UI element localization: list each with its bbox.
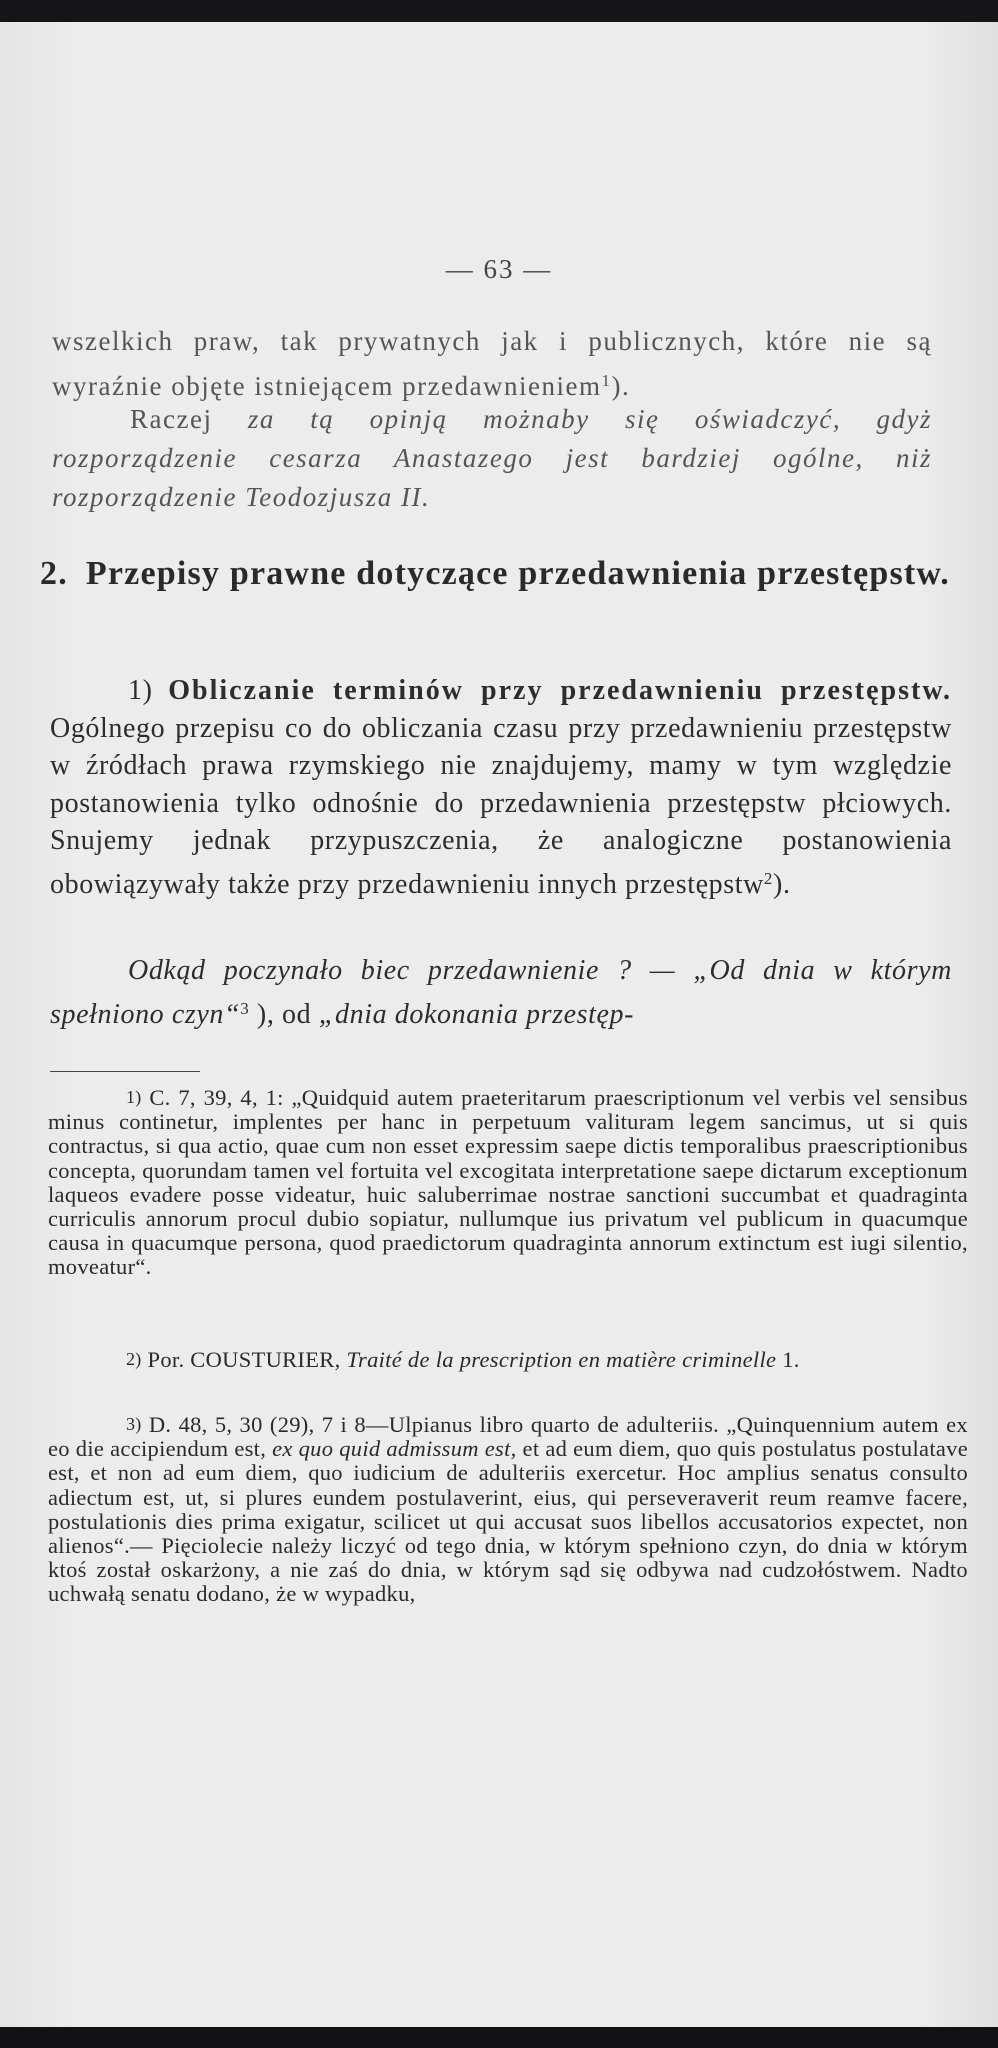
opinion-italic: za tą opinją możnaby się oświadczyć, gdyż rozporządzenie cesarza Anastazego jest bardziej ogólne, niż rozporządzenie Teodozjusza II.: [52, 404, 932, 512]
footnote-1-mark: 1): [126, 1087, 142, 1107]
book-page: [0, 22, 998, 2027]
opinion-paragraph: [52, 400, 932, 517]
footnote-ref-1: 1: [601, 371, 612, 390]
footnote-3-text-2: et ad eum diem, quo quis postulatus postulatave est, et non ad eum diem, quo iudicium de adulteriis exercetur. Hoc amplius senatus consulto adiectum est, ut, si plures eundem postulaverint, eius, qui perseveraverit reum reamve facere, postulationis dies prima exigatur, scilicet ut qui accusat suos libellos accusatorios expectet, non alienos“.— Pięciolecie należy liczyć od tego dnia, w którym spełniono czyn, do dnia w którym ktoś został oskarżony, a nie zaś do dnia, w którym sąd się odbywa nad cudzołóstwem. Nadto uchwałą senatu dodano, że w wypadku,: [48, 1436, 968, 1607]
footnote-2-italic: Traité de la prescription en matière criminelle: [346, 1347, 777, 1372]
footnote-3-mark: 3): [126, 1414, 142, 1434]
footnote-divider: [50, 1071, 200, 1072]
top-dark-border: [0, 0, 998, 22]
footnote-3-text-1: D. 48, 5, 30 (29), 7 i 8—Ulpianus libro quarto de adulteriis. „Quinquennium autem ex eo die accipiendum est,: [48, 1412, 968, 1462]
opinion-start: Raczej: [130, 404, 213, 434]
intro-line-2-end: ).: [611, 371, 631, 401]
body-paragraph-2: [50, 952, 952, 1033]
para2-italic-2: „dnia dokonania przestęp-: [318, 998, 635, 1030]
para1-number: 1): [128, 675, 153, 706]
footnote-ref-2: 2: [763, 868, 774, 888]
footnote-1-text: C. 7, 39, 4, 1: „Quidquid autem praeteritarum praescriptionum vel verbis vel sensibus minus continetur, implentes per hanc in perpetuum valituram legem sancimus, ut si quis contractus, si qua actio, quae cum non esset expressim saepe dictis temporalibus praescriptionibus concepta, quorundam tamen vel fortuita vel excogitata interpretatione saepe dictarum exceptionum laqueos evadere posse videatur, huic saluberrimae nostrae sanctioni succumbat et quadraginta curriculis annorum procul dubio sopiatur, nullumque ius privatum vel publicum in quacumque causa in quacumque persona, quod praedictorum quadraginta annorum extinctum est iugi silentio, moveatur“.: [48, 1085, 968, 1280]
footnote-1: [48, 1085, 968, 1280]
footnote-3-italic: ex quo quid admissum est,: [272, 1436, 517, 1462]
bottom-dark-border: [0, 2027, 998, 2048]
footnote-2-mark: 2): [126, 1349, 142, 1369]
footnote-ref-3: 3: [240, 998, 250, 1018]
body-paragraph-1: [50, 672, 952, 903]
intro-line-2: są wyraźnie objęte istniejącem przedawnieniem: [52, 326, 933, 401]
para1-text: Ogólnego przepisu co do obliczania czasu przy przedawnieniu przestępstw w źródłach prawa rzymskiego nie znajdujemy, mamy w tym względzie postanowienia tylko odnośnie do przedawnienia przestępstw płciowych. Snujemy jednak przypuszczenia, że analogiczne postanowienia obowiązywały także przy przedawnieniu innych przestępstw: [50, 712, 952, 900]
section-heading: [40, 552, 950, 596]
para2-mid: ), od: [249, 998, 319, 1030]
section-number: 2.: [40, 555, 68, 592]
para1-bold-heading: Obliczanie terminów przy przedawnieniu przestępstw.: [168, 675, 952, 706]
footnote-3: [48, 1412, 968, 1607]
footnote-2: [48, 1347, 968, 1372]
intro-line-1: wszelkich praw, tak prywatnych jak i publicznych, które nie: [52, 326, 887, 356]
footnote-2-text: Por. COUSTURIER,: [147, 1347, 341, 1372]
page-number: — 63 —: [445, 254, 553, 284]
footnote-2-end: 1.: [782, 1347, 800, 1372]
intro-paragraph: [52, 322, 932, 406]
para2-italic-1: Odkąd poczynało biec przedawnienie ? — „Od dnia w którym spełniono czyn“: [50, 955, 952, 1030]
para1-end: ).: [773, 868, 791, 900]
section-title: Przepisy prawne dotyczące przedawnienia przestępstw.: [85, 555, 950, 592]
